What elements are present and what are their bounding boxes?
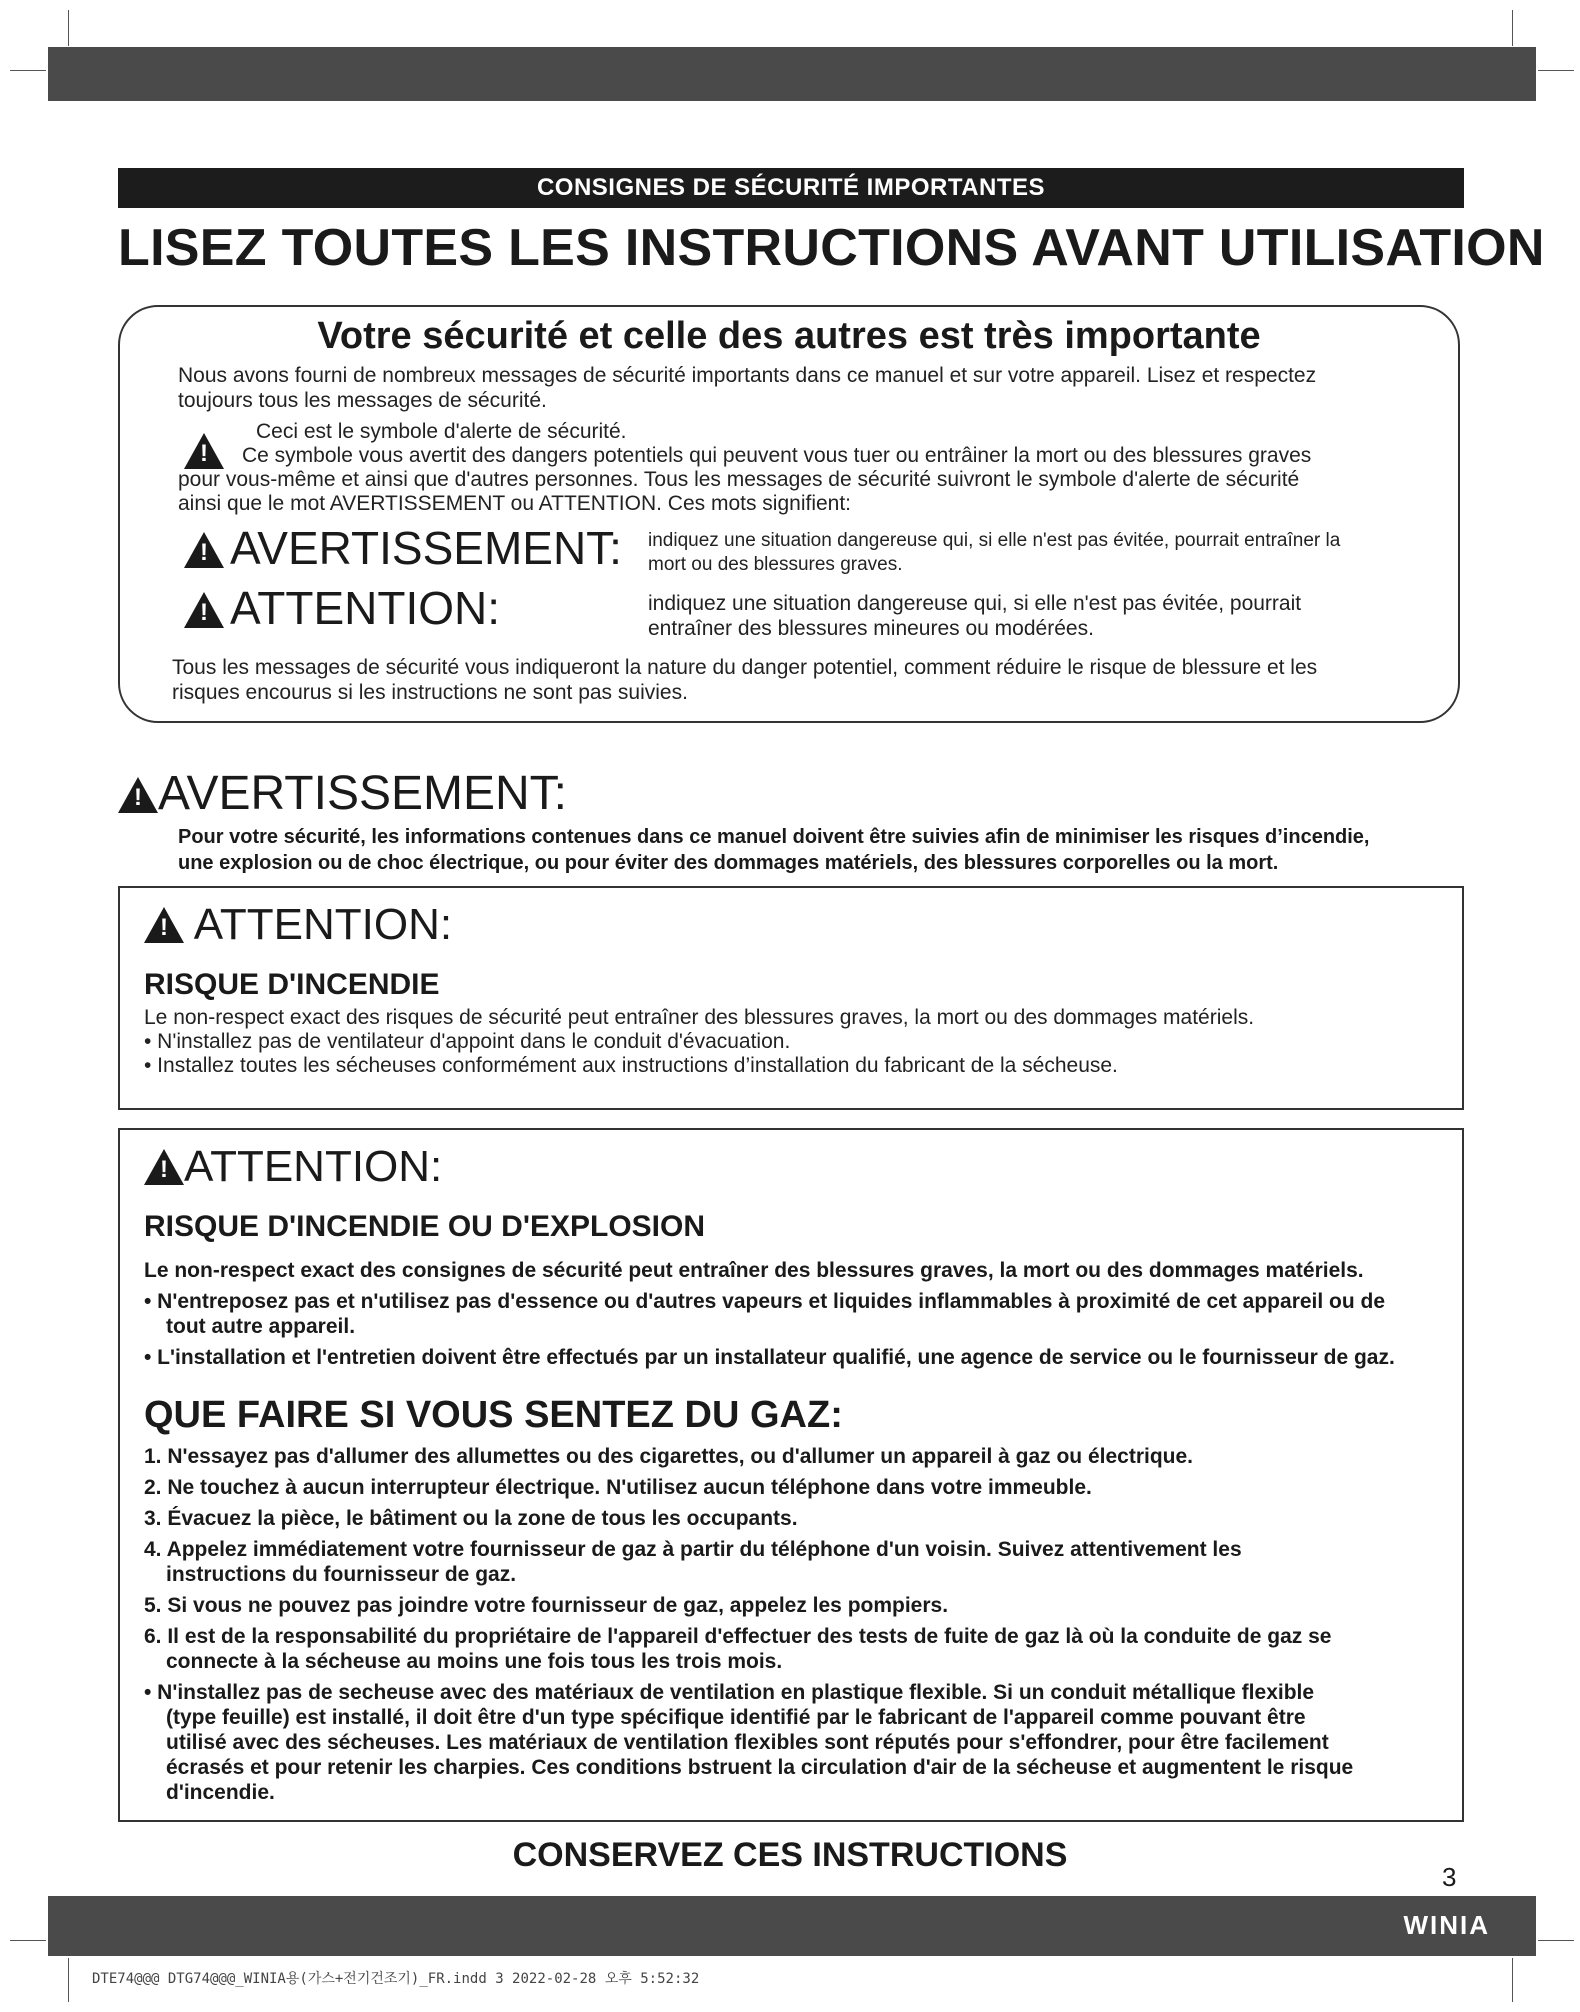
safety-intro [178, 363, 1448, 413]
list-line: connecte à la sécheuse au moins une fois tous les trois mois. [166, 1650, 783, 1673]
intro-line: Nous avons fourni de nombreux messages de sécurité importants dans ce manuel et sur votre appareil. Lisez et respectez [178, 364, 1317, 387]
safety-box-title: Votre sécurité et celle des autres est très importante [317, 315, 1261, 357]
footer-line: Tous les messages de sécurité vous indiqueront la nature du danger potentiel, comment réduire le risque de blessure et les [172, 656, 1318, 679]
definition-line: indiquez une situation dangereuse qui, si elle n'est pas évitée, pourrait entraîner la [648, 530, 1341, 551]
list-item [144, 1537, 1434, 1587]
list-line: écrasés et pour retenir les charpies. Ces conditions bstruent la circulation d'air de la sécheuse et augmentent le risque [166, 1756, 1354, 1779]
brand-logo: WINIA [1403, 1910, 1490, 1940]
explosion-box-title: ATTENTION: [184, 1142, 443, 1191]
warning-section-text [178, 824, 1458, 876]
list-line: 6. Il est de la responsabilité du propriétaire de l'appareil d'effectuer des tests de fuite de gaz là où la conduite de gaz se [144, 1625, 1332, 1648]
explosion-box-body [144, 1258, 1434, 1376]
list-item: 5. Si vous ne pouvez pas joindre votre fournisseur de gaz, appelez les pompiers. [144, 1594, 949, 1617]
list-item [144, 1680, 1434, 1805]
alert-triangle-icon [144, 907, 184, 943]
list-line: • N'installez pas de secheuse avec des matériaux de ventilation en plastique flexible. Si un conduit métallique flexible [144, 1681, 1315, 1704]
caution-label-row [184, 581, 500, 635]
top-bar [48, 47, 1536, 101]
crop-mark [1512, 1958, 1513, 2002]
bullet-item [144, 1289, 1434, 1339]
fire-box-title: ATTENTION: [193, 900, 453, 949]
alert-triangle-icon [184, 532, 224, 568]
symbol-desc-1: Ce symbole vous avertit des dangers potentiels qui peuvent vous tuer ou entrâiner la mort ou des blessures graves [242, 444, 1312, 467]
explosion-box-heading: RISQUE D'INCENDIE OU D'EXPLOSION [144, 1210, 706, 1243]
bullet-line: tout autre appareil. [166, 1315, 356, 1338]
intro-line: toujours tous les messages de sécurité. [178, 389, 547, 412]
crop-mark [1538, 1940, 1574, 1941]
list-item [144, 1624, 1434, 1674]
crop-mark [10, 70, 46, 71]
list-line: d'incendie. [166, 1781, 275, 1804]
definition-line: entraîner des blessures mineures ou modérées. [648, 617, 1094, 640]
fire-box-body [144, 1006, 1254, 1078]
bullet-item: • Installez toutes les sécheuses conformément aux instructions d’installation du fabricant de la sécheuse. [144, 1054, 1118, 1077]
list-line: 4. Appelez immédiatement votre fournisseur de gaz à partir du téléphone d'un voisin. Suivez attentivement les [144, 1538, 1242, 1561]
list-item: 3. Évacuez la pièce, le bâtiment ou la zone de tous les occupants. [144, 1507, 798, 1530]
list-line: (type feuille) est installé, il doit être d'un type spécifique identifié par le fabricant de l'appareil comme pouvant être [166, 1706, 1306, 1729]
print-footer: DTE74@@@ DTG74@@@_WINIA용(가스+전기건조기)_FR.indd 3 2022-02-28 오후 5:52:32 [92, 1971, 700, 1987]
list-item: 2. Ne touchez à aucun interrupteur électrique. N'utilisez aucun téléphone dans votre immeuble. [144, 1476, 1092, 1499]
fire-risk-box [118, 886, 1464, 1110]
fire-box-heading: RISQUE D'INCENDIE [144, 968, 440, 1001]
safety-footer [172, 655, 1317, 705]
warning-label-row [184, 521, 622, 575]
warning-line: une explosion ou de choc électrique, ou pour éviter des dommages matériels, des blessures corporelles ou la mort. [178, 852, 1279, 874]
body-line: Le non-respect exact des risques de sécurité peut entraîner des blessures graves, la mort ou des dommages matériels. [144, 1006, 1255, 1029]
caution-definition [648, 591, 1301, 641]
alert-triangle-icon [184, 433, 224, 469]
section-band: CONSIGNES DE SÉCURITÉ IMPORTANTES [118, 168, 1464, 208]
crop-mark [1512, 10, 1513, 46]
footer-line: risques encourus si les instructions ne sont pas suivies. [172, 681, 688, 704]
crop-mark [10, 1940, 46, 1941]
explosion-box-title-row [144, 1142, 442, 1192]
alert-triangle-icon [144, 1149, 184, 1185]
symbol-line: Ceci est le symbole d'alerte de sécurité. [256, 420, 627, 443]
list-line: utilisé avec des sécheuses. Les matériaux de ventilation flexibles sont réputés pour s'effondrer, pour être facilement [166, 1731, 1329, 1754]
gas-steps-list [144, 1444, 1434, 1811]
alert-triangle-icon [184, 592, 224, 628]
page-number: 3 [1442, 1862, 1457, 1892]
fire-box-title-row [144, 900, 452, 950]
symbol-desc-2: pour vous-même et ainsi que d'autres personnes. Tous les messages de sécurité suivront le symbole d'alerte de sécurité [178, 468, 1300, 491]
bullet-line: • N'entreposez pas et n'utilisez pas d'essence ou d'autres vapeurs et liquides inflammables à proximité de cet appareil ou de [144, 1290, 1386, 1313]
alert-triangle-icon [118, 777, 158, 813]
page-title: LISEZ TOUTES LES INSTRUCTIONS AVANT UTILISATION [118, 219, 1545, 277]
crop-mark [1538, 70, 1574, 71]
definition-line: indiquez une situation dangereuse qui, si elle n'est pas évitée, pourrait [648, 592, 1302, 615]
bullet-item: • N'installez pas de ventilateur d'appoint dans le conduit d'évacuation. [144, 1030, 791, 1053]
bottom-bar [48, 1896, 1536, 1956]
list-line: instructions du fournisseur de gaz. [166, 1563, 517, 1586]
body-line: Le non-respect exact des consignes de sécurité peut entraîner des blessures graves, la mort ou des dommages matériels. [144, 1259, 1364, 1282]
crop-mark [68, 1958, 69, 2002]
warning-definition [648, 529, 1340, 577]
conserve-instructions: CONSERVEZ CES INSTRUCTIONS [512, 1836, 1068, 1874]
list-item: 1. N'essayez pas d'allumer des allumettes ou des cigarettes, ou d'allumer un appareil à gaz ou électrique. [144, 1445, 1194, 1468]
warning-section-title [118, 766, 567, 821]
crop-mark [68, 10, 69, 46]
warning-line: Pour votre sécurité, les informations contenues dans ce manuel doivent être suivies afin de minimiser les risques d’incendie, [178, 826, 1370, 848]
warning-title-text: AVERTISSEMENT: [158, 767, 567, 820]
explosion-risk-box [118, 1128, 1464, 1822]
warning-label: AVERTISSEMENT: [230, 522, 622, 574]
symbol-desc-3: ainsi que le mot AVERTISSEMENT ou ATTENTION. Ces mots signifient: [178, 492, 852, 515]
safety-intro-box [118, 305, 1460, 723]
gas-section-title: QUE FAIRE SI VOUS SENTEZ DU GAZ: [144, 1394, 843, 1436]
bullet-item: • L'installation et l'entretien doivent être effectués par un installateur qualifié, une agence de service ou le fournisseur de gaz. [144, 1346, 1395, 1369]
definition-line: mort ou des blessures graves. [648, 554, 903, 575]
caution-label: ATTENTION: [230, 582, 501, 634]
